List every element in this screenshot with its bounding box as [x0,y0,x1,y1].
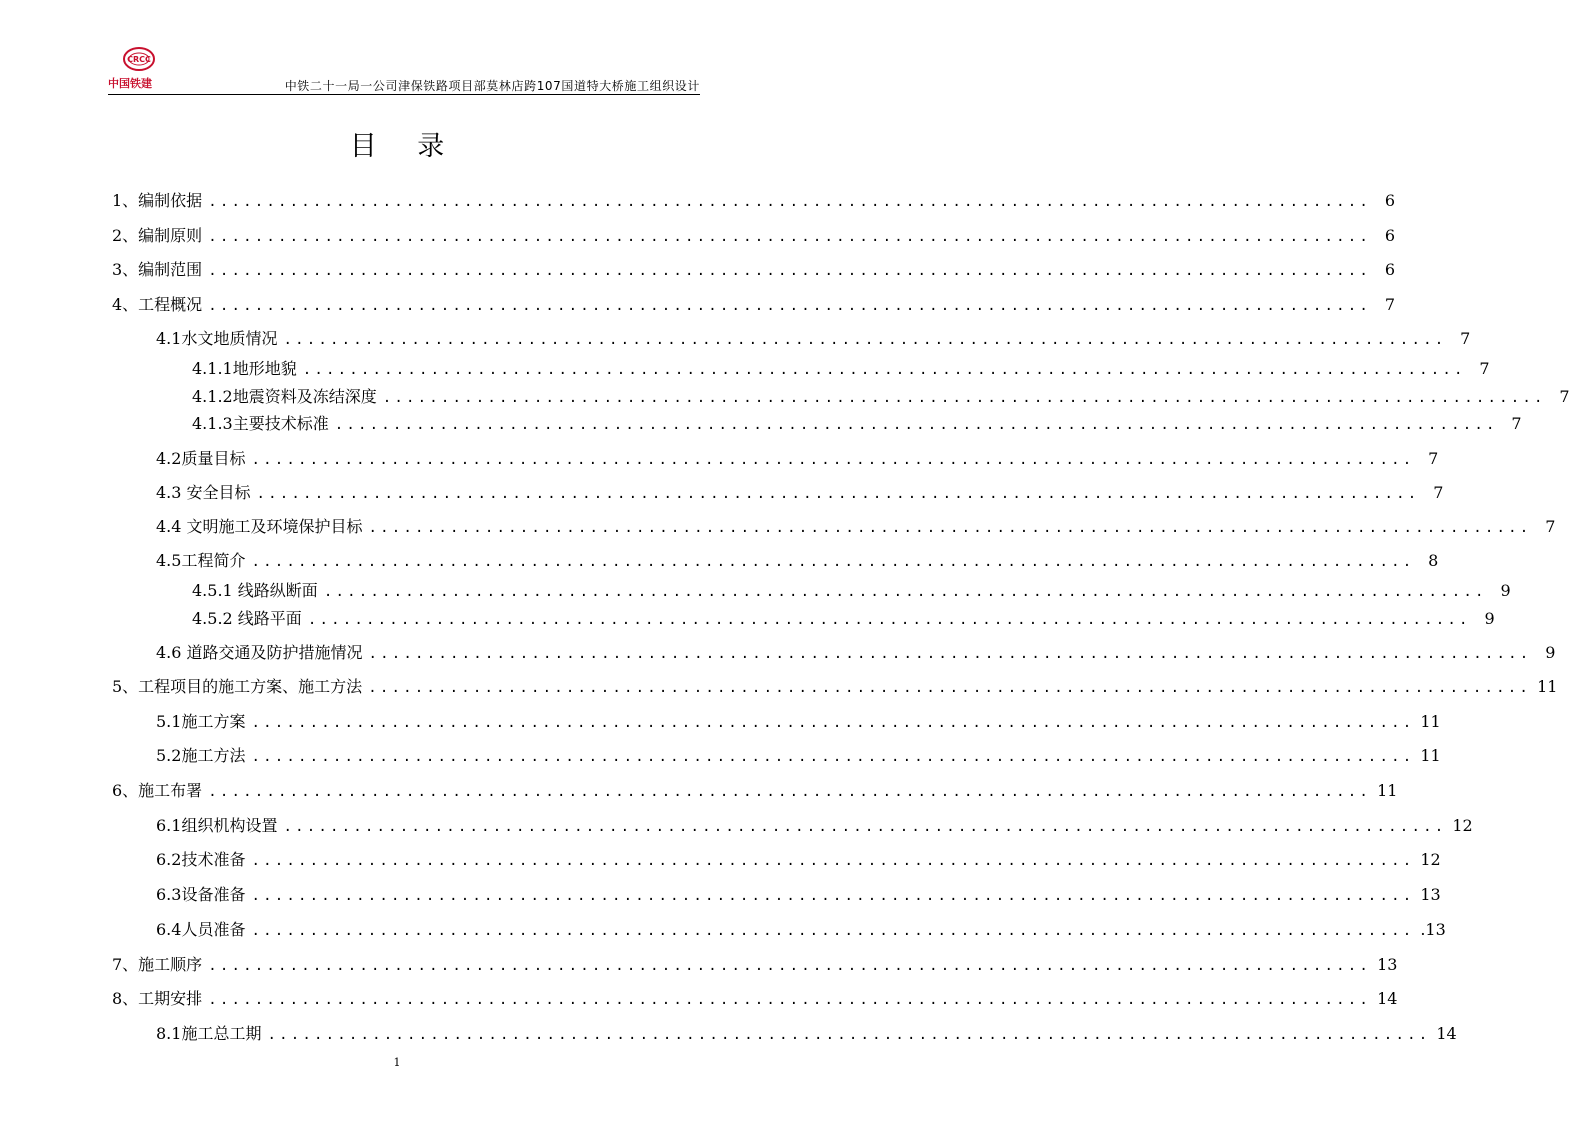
toc-entry-page: 14 [1377,989,1398,1008]
toc-entry[interactable] [112,190,1396,212]
toc-entry-page: 11 [1537,677,1558,696]
toc-entry[interactable] [156,745,1441,767]
toc-dot-leader: .................................................................................................... [368,646,1532,662]
toc-entry-label: 4、工程概况 [112,295,203,314]
toc-dot-leader: .................................................................................................... [251,554,1415,570]
toc-entry[interactable] [112,988,1398,1010]
toc-dot-leader: .................................................................................................... [208,194,1372,210]
toc-entry-page: 13 [1377,955,1398,974]
toc-entry[interactable] [156,516,1556,538]
toc-entry[interactable] [156,815,1473,837]
toc-dot-leader: .................................................................................................... [208,263,1372,279]
toc-entry[interactable] [192,386,1570,408]
toc-dot-leader: .................................................................................................... [251,749,1415,765]
toc-entry-label: 3、编制范围 [112,260,203,279]
toc-entry-page: 13 [1420,885,1441,904]
toc-entry-label: 7、施工顺序 [112,955,203,974]
toc-entry-label: 4.4 文明施工及环境保护目标 [156,517,363,536]
toc-entry-page: 8 [1428,551,1439,570]
toc-entry-page: 11 [1420,746,1441,765]
toc-entry-label: 8、工期安排 [112,989,203,1008]
toc-dot-leader: .................................................................................................... [208,992,1372,1008]
toc-entry-page: 7 [1428,449,1439,468]
toc-dot-leader: .................................................................................................... [382,390,1546,406]
toc-entry-label: 6、施工布署 [112,781,203,800]
toc-entry-label: 4.1.3主要技术标准 [192,414,329,433]
toc-entry-page: 6 [1384,260,1396,279]
toc-entry[interactable] [156,884,1441,906]
toc-entry-page: 7 [1460,329,1471,348]
toc-entry[interactable] [156,328,1471,350]
toc-dot-leader: .................................................................................................... [208,958,1372,974]
toc-entry-label: 4.3 安全目标 [156,483,251,502]
toc-entry-label: 4.5.1 线路纵断面 [192,581,318,600]
toc-entry[interactable] [156,711,1441,733]
toc-entry[interactable] [112,225,1396,247]
toc-entry[interactable] [112,954,1398,976]
toc-entry-label: 4.1.1地形地貌 [192,359,297,378]
toc-entry-label: 4.6 道路交通及防护措施情况 [156,643,363,662]
toc-entry-label: 4.2质量目标 [156,449,246,468]
toc-entry[interactable] [156,919,1446,941]
toc-entry[interactable] [156,849,1441,871]
toc-entry[interactable] [112,294,1396,316]
toc-entry[interactable] [156,482,1444,504]
toc-dot-leader: .................................................................................................... [368,680,1532,696]
toc-dot-leader: .................................................................................................... [251,452,1415,468]
toc-entry-page: 11 [1377,781,1398,800]
toc-entry[interactable] [156,642,1556,664]
toc-entry-label: 6.2技术准备 [156,850,246,869]
toc-dot-leader: .................................................................................................... [251,888,1415,904]
page-title: 目 录 [349,131,461,162]
toc-dot-leader: .................................................................................................... [283,332,1447,348]
logo-mark: CRCC [127,55,151,64]
toc-dot-leader: .................................................................................................... [208,298,1372,314]
toc-entry-page: 7 [1511,414,1522,433]
toc-dot-leader: .................................................................................................... [323,584,1487,600]
toc-entry[interactable] [192,358,1490,380]
document-header-title: 中铁二十一局一公司津保铁路项目部莫林店跨107国道特大桥施工组织设计 [284,79,700,93]
toc-entry-label: 8.1施工总工期 [156,1024,262,1043]
toc-dot-leader: .................................................................................................... [334,417,1498,433]
toc-entry-page: 7 [1545,517,1556,536]
toc-entry-label: 5.2施工方法 [156,746,246,765]
toc-entry-label: 1、编制依据 [112,191,203,210]
toc-entry[interactable] [192,413,1522,435]
toc-entry[interactable] [156,448,1439,470]
toc-entry-page: 9 [1500,581,1511,600]
toc-entry-page: 9 [1545,643,1556,662]
toc-dot-leader: .................................................................................................... [256,486,1420,502]
toc-entry-page: 6 [1384,191,1396,210]
toc-entry[interactable] [156,550,1439,572]
toc-dot-leader: .................................................................................................... [307,612,1471,628]
page-number: 1 [393,1056,401,1069]
toc-entry[interactable] [112,780,1398,802]
toc-entry-page: 12 [1420,850,1441,869]
toc-entry-label: 6.1组织机构设置 [156,816,278,835]
toc-entry-page: 7 [1384,295,1396,314]
toc-dot-leader: .................................................................................................... [251,715,1415,731]
toc-entry-label: 5.1施工方案 [156,712,246,731]
toc-entry[interactable] [192,608,1495,630]
toc-entry-label: 5、工程项目的施工方案、施工方法 [112,677,363,696]
toc-entry-page: .13 [1420,920,1446,939]
toc-dot-leader: .................................................................................................... [283,819,1447,835]
toc-entry-page: 7 [1559,387,1570,406]
toc-entry-label: 4.1水文地质情况 [156,329,278,348]
toc-entry-page: 7 [1479,359,1490,378]
toc-entry[interactable] [112,676,1558,698]
toc-entry-page: 11 [1420,712,1441,731]
toc-entry-page: 7 [1433,483,1444,502]
toc-dot-leader: .................................................................................................... [267,1027,1431,1043]
toc-entry-label: 4.5工程简介 [156,551,246,570]
toc-dot-leader: .................................................................................................... [251,923,1415,939]
toc-entry-label: 2、编制原则 [112,226,203,245]
toc-entry-label: 4.1.2地震资料及冻结深度 [192,387,377,406]
toc-entry[interactable] [156,1023,1457,1045]
toc-entry-label: 6.3设备准备 [156,885,246,904]
toc-entry[interactable] [112,259,1396,281]
toc-entry-page: 6 [1384,226,1396,245]
toc-entry-page: 12 [1452,816,1473,835]
toc-dot-leader: .................................................................................................... [208,784,1372,800]
toc-entry[interactable] [192,580,1511,602]
toc-dot-leader: .................................................................................................... [251,853,1415,869]
toc-dot-leader: .................................................................................................... [208,229,1372,245]
logo-text: 中国铁建 [108,77,152,90]
toc-dot-leader: .................................................................................................... [368,520,1532,536]
toc-entry-label: 4.5.2 线路平面 [192,609,302,628]
toc-entry-page: 14 [1436,1024,1457,1043]
toc-entry-label: 6.4人员准备 [156,920,246,939]
toc-entry-page: 9 [1484,609,1495,628]
toc-dot-leader: .................................................................................................... [302,362,1466,378]
